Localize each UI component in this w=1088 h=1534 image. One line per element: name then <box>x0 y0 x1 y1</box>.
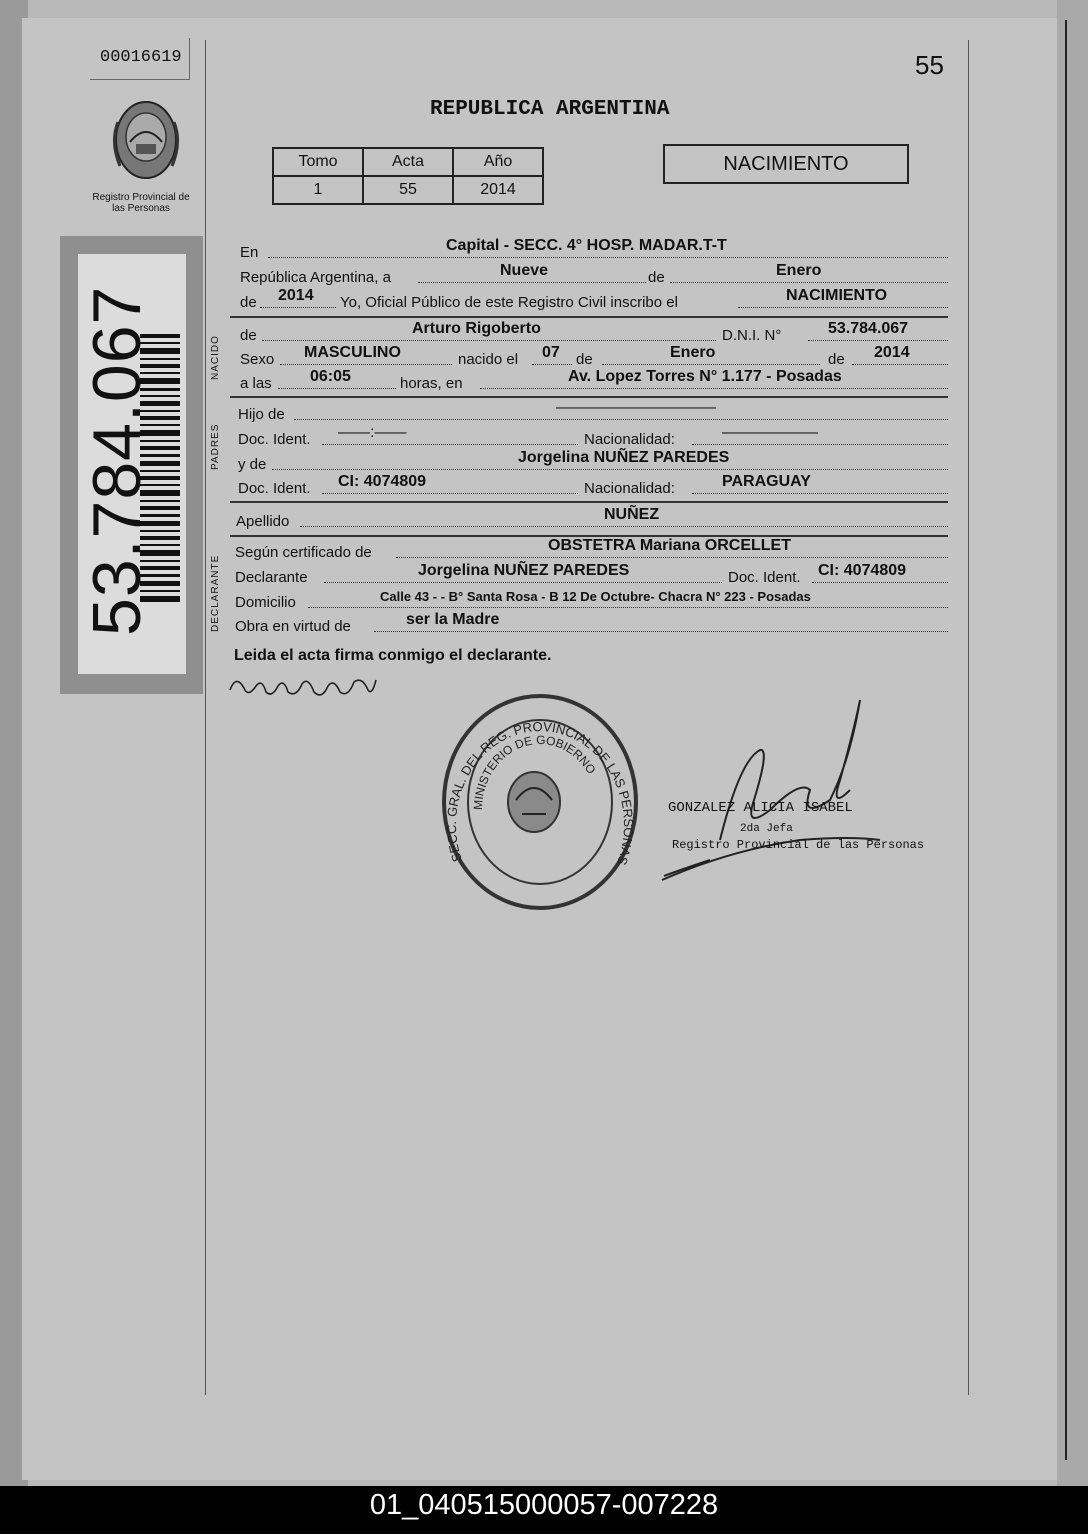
registry-name: Registro Provincial de las Personas <box>92 192 190 214</box>
barcode-dni: 53.784.067 <box>79 285 155 636</box>
address-value: Calle 43 - - B° Santa Rosa - B 12 De Octubre- Chacra N° 223 - Posadas <box>380 589 811 604</box>
label: Doc. Ident. <box>728 569 801 586</box>
serial-number: 00016619 <box>90 38 190 80</box>
day-value: 07 <box>542 344 560 361</box>
table-cell: 1 <box>273 176 363 204</box>
nationality-value: PARAGUAY <box>722 473 811 490</box>
sexo-value: MASCULINO <box>304 344 401 361</box>
page-number: 55 <box>915 50 944 80</box>
doc-value: CI: 4074809 <box>818 562 907 579</box>
label: Hijo de <box>238 406 285 423</box>
label: República Argentina, a <box>240 269 391 286</box>
label: Doc. Ident. <box>238 480 311 497</box>
side-label-declarante: DECLARANTE <box>210 554 221 632</box>
side-label-nacido: NACIDO <box>210 335 221 380</box>
label: de <box>648 269 665 286</box>
label: Apellido <box>236 513 290 530</box>
officer-title: 2da Jefa <box>740 823 793 835</box>
declarant-value: Jorgelina NUÑEZ PAREDES <box>418 562 630 579</box>
mother-value: Jorgelina NUÑEZ PAREDES <box>518 449 730 466</box>
place-value: Capital - SECC. 4° HOSP. MADAR.T-T <box>446 237 727 254</box>
document-title: REPUBLICA ARGENTINA <box>430 98 670 121</box>
year-value: 2014 <box>278 287 314 304</box>
father-value: —————————— <box>556 399 716 416</box>
day-value: Nueve <box>500 262 549 279</box>
month-value: Enero <box>670 344 716 361</box>
doc-value: ——:—— <box>338 424 407 441</box>
side-label-padres: PADRES <box>210 423 221 470</box>
page-edge <box>1057 0 1088 1486</box>
label: Doc. Ident. <box>238 431 311 448</box>
right-margin-rule <box>968 40 969 1395</box>
footer-code: 01_040515000057-007228 <box>0 1486 1088 1534</box>
officer-office: Registro Provincial de las Personas <box>672 838 925 852</box>
reason-value: ser la Madre <box>406 611 500 628</box>
table-cell: 55 <box>363 176 453 204</box>
label: Nacionalidad: <box>584 480 675 497</box>
left-margin-rule <box>205 40 206 1395</box>
table-header: Acta <box>363 148 453 176</box>
type-value: NACIMIENTO <box>786 287 888 304</box>
closing-statement: Leida el acta firma conmigo el declarante. <box>234 647 552 664</box>
officer-name: GONZALEZ ALICIA ISABEL <box>668 800 853 816</box>
label: Domicilio <box>235 594 296 611</box>
record-type-box: NACIMIENTO <box>663 144 909 184</box>
month-value: Enero <box>776 262 822 279</box>
dni-value: 53.784.067 <box>828 320 909 337</box>
svg-text:SECC. GRAL. DEL REG. PROVINCIA: SECC. GRAL. DEL REG. PROVINCIAL DE LAS PERSONAS <box>443 718 637 868</box>
label: a las <box>240 375 272 392</box>
year-value: 2014 <box>874 344 910 361</box>
label: D.N.I. N° <box>722 327 782 344</box>
surname-value: NUÑEZ <box>604 506 660 523</box>
label: horas, en <box>400 375 463 392</box>
label: de <box>240 294 257 311</box>
label: Obra en virtud de <box>235 618 351 635</box>
record-table <box>272 147 544 205</box>
label: y de <box>238 456 267 473</box>
label: Sexo <box>240 351 275 368</box>
label: de <box>240 327 257 344</box>
provincial-seal-icon <box>100 92 192 184</box>
table-header: Tomo <box>273 148 363 176</box>
table-cell: 2014 <box>453 176 543 204</box>
label: de <box>576 351 593 368</box>
label: Declarante <box>235 569 308 586</box>
declarant-signature-icon <box>226 668 386 708</box>
label: Yo, Oficial Público de este Registro Civil inscribo el <box>340 294 678 311</box>
place-value: Av. Lopez Torres N° 1.177 - Posadas <box>568 368 842 385</box>
officer-signature-icon <box>650 690 900 890</box>
label: Nacionalidad: <box>584 431 675 448</box>
label: En <box>240 244 259 261</box>
label: Según certificado de <box>235 544 372 561</box>
official-stamp-icon <box>432 690 647 915</box>
nationality-value: —————— <box>722 424 818 441</box>
time-value: 06:05 <box>310 368 351 385</box>
label: nacido el <box>458 351 519 368</box>
name-value: Arturo Rigoberto <box>412 320 541 337</box>
svg-text:MINISTERIO DE GOBIERNO: MINISTERIO DE GOBIERNO <box>470 732 599 811</box>
cert-value: OBSTETRA Mariana ORCELLET <box>548 537 791 554</box>
label: de <box>828 351 845 368</box>
table-header: Año <box>453 148 543 176</box>
doc-value: CI: 4074809 <box>338 473 427 490</box>
